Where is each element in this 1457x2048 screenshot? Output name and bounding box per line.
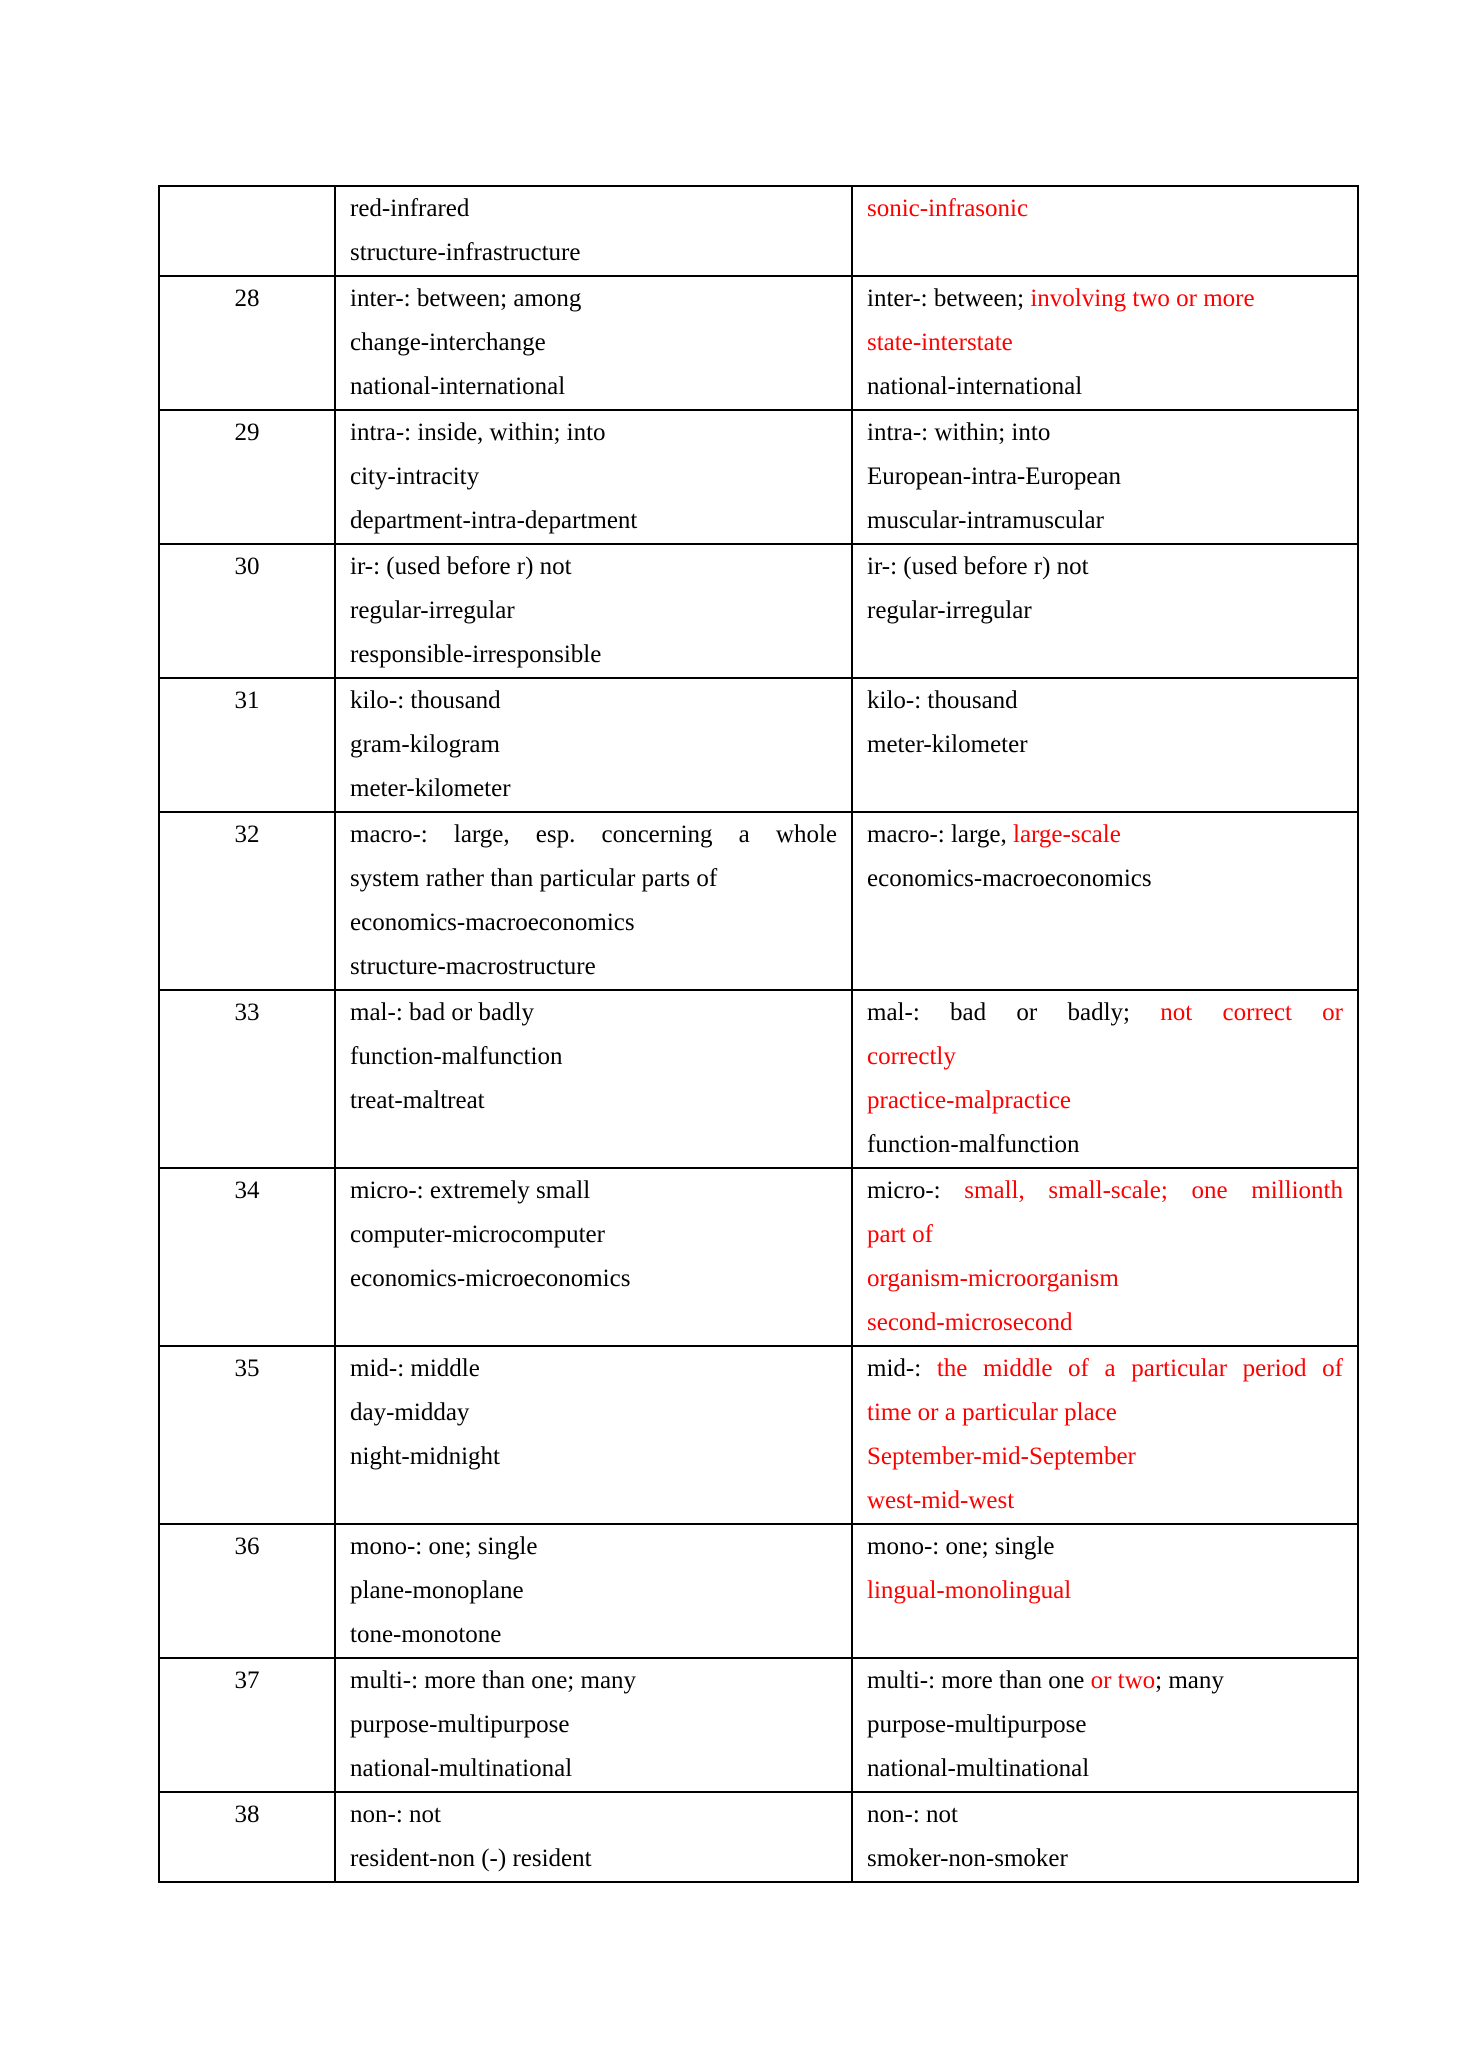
highlighted-text: state-interstate	[867, 329, 1013, 356]
entry-text: regular-irregular	[867, 597, 1032, 624]
entry-line	[867, 1079, 1343, 1123]
entry-text: non-: not	[867, 1801, 958, 1828]
entry-text: function-malfunction	[350, 1043, 563, 1070]
entry-line	[867, 455, 1343, 499]
entry-line	[350, 1793, 837, 1837]
prefix-entry-left	[335, 1168, 852, 1346]
entry-text: intra-: within; into	[867, 419, 1051, 446]
entry-line	[867, 1257, 1343, 1301]
entry-text: mono-: one; single	[350, 1533, 538, 1560]
entry-text: city-intracity	[350, 463, 480, 490]
highlighted-text: time or a particular place	[867, 1399, 1117, 1426]
entry-line	[867, 1169, 1343, 1213]
prefix-entry-right	[852, 410, 1358, 544]
entry-text: mono-: one; single	[867, 1533, 1055, 1560]
entry-line	[867, 1301, 1343, 1345]
entry-line	[350, 411, 837, 455]
entry-line	[350, 1569, 837, 1613]
entry-text: kilo-: thousand	[867, 687, 1018, 714]
entry-text: national-international	[867, 373, 1083, 400]
highlighted-text: organism-microorganism	[867, 1265, 1119, 1292]
table-row	[159, 186, 1358, 276]
row-number: 33	[159, 990, 335, 1168]
prefix-entry-left	[335, 1658, 852, 1792]
prefix-entry-left	[335, 1792, 852, 1882]
entry-line	[350, 901, 837, 945]
entry-line	[867, 1123, 1343, 1167]
entry-line	[867, 679, 1343, 723]
entry-text: ir-: (used before r) not	[350, 553, 572, 580]
prefix-entry-left	[335, 990, 852, 1168]
highlighted-text: part of	[867, 1221, 933, 1248]
entry-line	[350, 1435, 837, 1479]
entry-text: ; many	[1155, 1667, 1224, 1694]
entry-line	[350, 679, 837, 723]
entry-line	[350, 945, 837, 989]
row-number: 37	[159, 1658, 335, 1792]
entry-line	[867, 545, 1343, 589]
highlighted-text: lingual-monolingual	[867, 1577, 1072, 1604]
entry-line	[867, 187, 1343, 231]
entry-text: kilo-: thousand	[350, 687, 501, 714]
entry-line	[867, 1435, 1343, 1479]
entry-text: national-international	[350, 373, 566, 400]
prefix-entry-right	[852, 1168, 1358, 1346]
entry-line	[867, 499, 1343, 543]
table-row	[159, 1524, 1358, 1658]
entry-line	[867, 1703, 1343, 1747]
entry-text: structure-infrastructure	[350, 239, 581, 266]
entry-text: meter-kilometer	[350, 775, 511, 802]
prefix-entry-right	[852, 1346, 1358, 1524]
entry-text: inter-: between;	[867, 285, 1031, 312]
entry-line	[350, 633, 837, 677]
entry-text: intra-: inside, within; into	[350, 419, 606, 446]
highlighted-text: September-mid-September	[867, 1443, 1136, 1470]
entry-line	[350, 1213, 837, 1257]
entry-text: department-intra-department	[350, 507, 638, 534]
entry-line	[867, 1213, 1343, 1257]
entry-line	[867, 857, 1343, 901]
entry-line	[867, 1035, 1343, 1079]
entry-line	[867, 321, 1343, 365]
entry-line	[350, 499, 837, 543]
entry-line	[350, 813, 837, 857]
row-number: 36	[159, 1524, 335, 1658]
highlighted-text: or two	[1090, 1667, 1156, 1694]
entry-text: computer-microcomputer	[350, 1221, 605, 1248]
table-row	[159, 812, 1358, 990]
entry-text: purpose-multipurpose	[350, 1711, 570, 1738]
entry-text: smoker-non-smoker	[867, 1845, 1068, 1872]
row-number: 34	[159, 1168, 335, 1346]
prefix-entry-left	[335, 410, 852, 544]
prefix-entry-left	[335, 544, 852, 678]
row-number: 32	[159, 812, 335, 990]
highlighted-text: not correct or	[1160, 999, 1344, 1026]
prefix-comparison-table	[158, 185, 1359, 1883]
entry-line	[867, 991, 1343, 1035]
entry-text: treat-maltreat	[350, 1087, 485, 1114]
table-row	[159, 990, 1358, 1168]
entry-line	[350, 1703, 837, 1747]
entry-text: mid-:	[867, 1355, 937, 1382]
entry-line	[350, 1347, 837, 1391]
entry-line	[350, 545, 837, 589]
entry-line	[350, 231, 837, 275]
entry-line	[867, 1525, 1343, 1569]
table-row	[159, 1346, 1358, 1524]
entry-line	[867, 1793, 1343, 1837]
entry-text: responsible-irresponsible	[350, 641, 602, 668]
entry-line	[350, 723, 837, 767]
table-row	[159, 544, 1358, 678]
prefix-entry-right	[852, 1792, 1358, 1882]
entry-line	[350, 1659, 837, 1703]
prefix-entry-right	[852, 544, 1358, 678]
entry-text: meter-kilometer	[867, 731, 1028, 758]
prefix-entry-right	[852, 186, 1358, 276]
row-number: 31	[159, 678, 335, 812]
row-number: 38	[159, 1792, 335, 1882]
table-body	[159, 186, 1358, 1882]
entry-text: plane-monoplane	[350, 1577, 524, 1604]
entry-text: mid-: middle	[350, 1355, 480, 1382]
entry-line	[350, 589, 837, 633]
entry-text: function-malfunction	[867, 1131, 1080, 1158]
entry-line	[350, 277, 837, 321]
row-number: 30	[159, 544, 335, 678]
entry-line	[350, 767, 837, 811]
highlighted-text: the middle of a particular period of	[936, 1355, 1343, 1382]
prefix-entry-left	[335, 276, 852, 410]
prefix-entry-right	[852, 678, 1358, 812]
prefix-entry-left	[335, 1346, 852, 1524]
entry-line	[867, 1659, 1343, 1703]
entry-text: regular-irregular	[350, 597, 515, 624]
entry-line	[350, 1391, 837, 1435]
entry-text: inter-: between; among	[350, 285, 582, 312]
entry-line	[867, 1569, 1343, 1613]
highlighted-text: small, small-scale; one millionth	[964, 1177, 1343, 1204]
entry-text: red-infrared	[350, 195, 470, 222]
highlighted-text: involving two or more	[1030, 285, 1255, 312]
row-number: 28	[159, 276, 335, 410]
entry-text: ir-: (used before r) not	[867, 553, 1089, 580]
entry-text: system rather than particular parts of	[350, 865, 718, 892]
highlighted-text: second-microsecond	[867, 1309, 1073, 1336]
entry-line	[350, 1613, 837, 1657]
entry-line	[350, 1079, 837, 1123]
entry-text: night-midnight	[350, 1443, 500, 1470]
prefix-entry-right	[852, 812, 1358, 990]
table-row	[159, 1658, 1358, 1792]
prefix-entry-right	[852, 990, 1358, 1168]
highlighted-text: sonic-infrasonic	[867, 195, 1029, 222]
prefix-entry-right	[852, 1524, 1358, 1658]
entry-line	[350, 1837, 837, 1881]
table-row	[159, 276, 1358, 410]
entry-line	[867, 1837, 1343, 1881]
entry-line	[350, 455, 837, 499]
entry-text: micro-:	[867, 1177, 965, 1204]
entry-line	[350, 365, 837, 409]
entry-line	[867, 1479, 1343, 1523]
entry-line	[867, 277, 1343, 321]
row-number: 29	[159, 410, 335, 544]
highlighted-text: west-mid-west	[867, 1487, 1015, 1514]
entry-text: muscular-intramuscular	[867, 507, 1104, 534]
entry-text: purpose-multipurpose	[867, 1711, 1087, 1738]
entry-text: structure-macrostructure	[350, 953, 596, 980]
highlighted-text: practice-malpractice	[867, 1087, 1072, 1114]
entry-line	[867, 589, 1343, 633]
entry-text: European-intra-European	[867, 463, 1122, 490]
entry-text: economics-microeconomics	[350, 1265, 631, 1292]
table-row	[159, 1168, 1358, 1346]
prefix-entry-left	[335, 812, 852, 990]
entry-line	[867, 723, 1343, 767]
row-number: 35	[159, 1346, 335, 1524]
prefix-entry-right	[852, 1658, 1358, 1792]
highlighted-text: large-scale	[1013, 821, 1121, 848]
highlighted-text: correctly	[867, 1043, 956, 1070]
entry-line	[350, 991, 837, 1035]
entry-line	[867, 411, 1343, 455]
entry-line	[350, 1169, 837, 1213]
row-number	[159, 186, 335, 276]
prefix-entry-right	[852, 276, 1358, 410]
entry-line	[867, 1747, 1343, 1791]
entry-text: economics-macroeconomics	[350, 909, 635, 936]
entry-line	[350, 1525, 837, 1569]
table-row	[159, 678, 1358, 812]
entry-text: tone-monotone	[350, 1621, 502, 1648]
entry-text: economics-macroeconomics	[867, 865, 1152, 892]
table-row	[159, 1792, 1358, 1882]
entry-text: macro-: large, esp. concerning a whole	[350, 821, 837, 848]
entry-line	[350, 1747, 837, 1791]
prefix-entry-left	[335, 1524, 852, 1658]
entry-text: resident-non (-) resident	[350, 1845, 592, 1872]
prefix-entry-left	[335, 186, 852, 276]
entry-text: day-midday	[350, 1399, 470, 1426]
entry-text: multi-: more than one	[867, 1667, 1091, 1694]
entry-line	[867, 1391, 1343, 1435]
entry-text: non-: not	[350, 1801, 441, 1828]
entry-text: multi-: more than one; many	[350, 1667, 637, 1694]
entry-line	[867, 1347, 1343, 1391]
entry-line	[350, 1257, 837, 1301]
entry-text: change-interchange	[350, 329, 546, 356]
entry-text: macro-: large,	[867, 821, 1013, 848]
prefix-entry-left	[335, 678, 852, 812]
entry-line	[350, 321, 837, 365]
entry-line	[350, 857, 837, 901]
entry-text: mal-: bad or badly	[350, 999, 534, 1026]
entry-text: national-multinational	[867, 1755, 1090, 1782]
entry-text: micro-: extremely small	[350, 1177, 591, 1204]
entry-text: national-multinational	[350, 1755, 573, 1782]
entry-line	[867, 813, 1343, 857]
entry-text: mal-: bad or badly;	[867, 999, 1161, 1026]
entry-text: gram-kilogram	[350, 731, 500, 758]
entry-line	[867, 365, 1343, 409]
table-row	[159, 410, 1358, 544]
entry-line	[350, 1035, 837, 1079]
entry-line	[350, 187, 837, 231]
